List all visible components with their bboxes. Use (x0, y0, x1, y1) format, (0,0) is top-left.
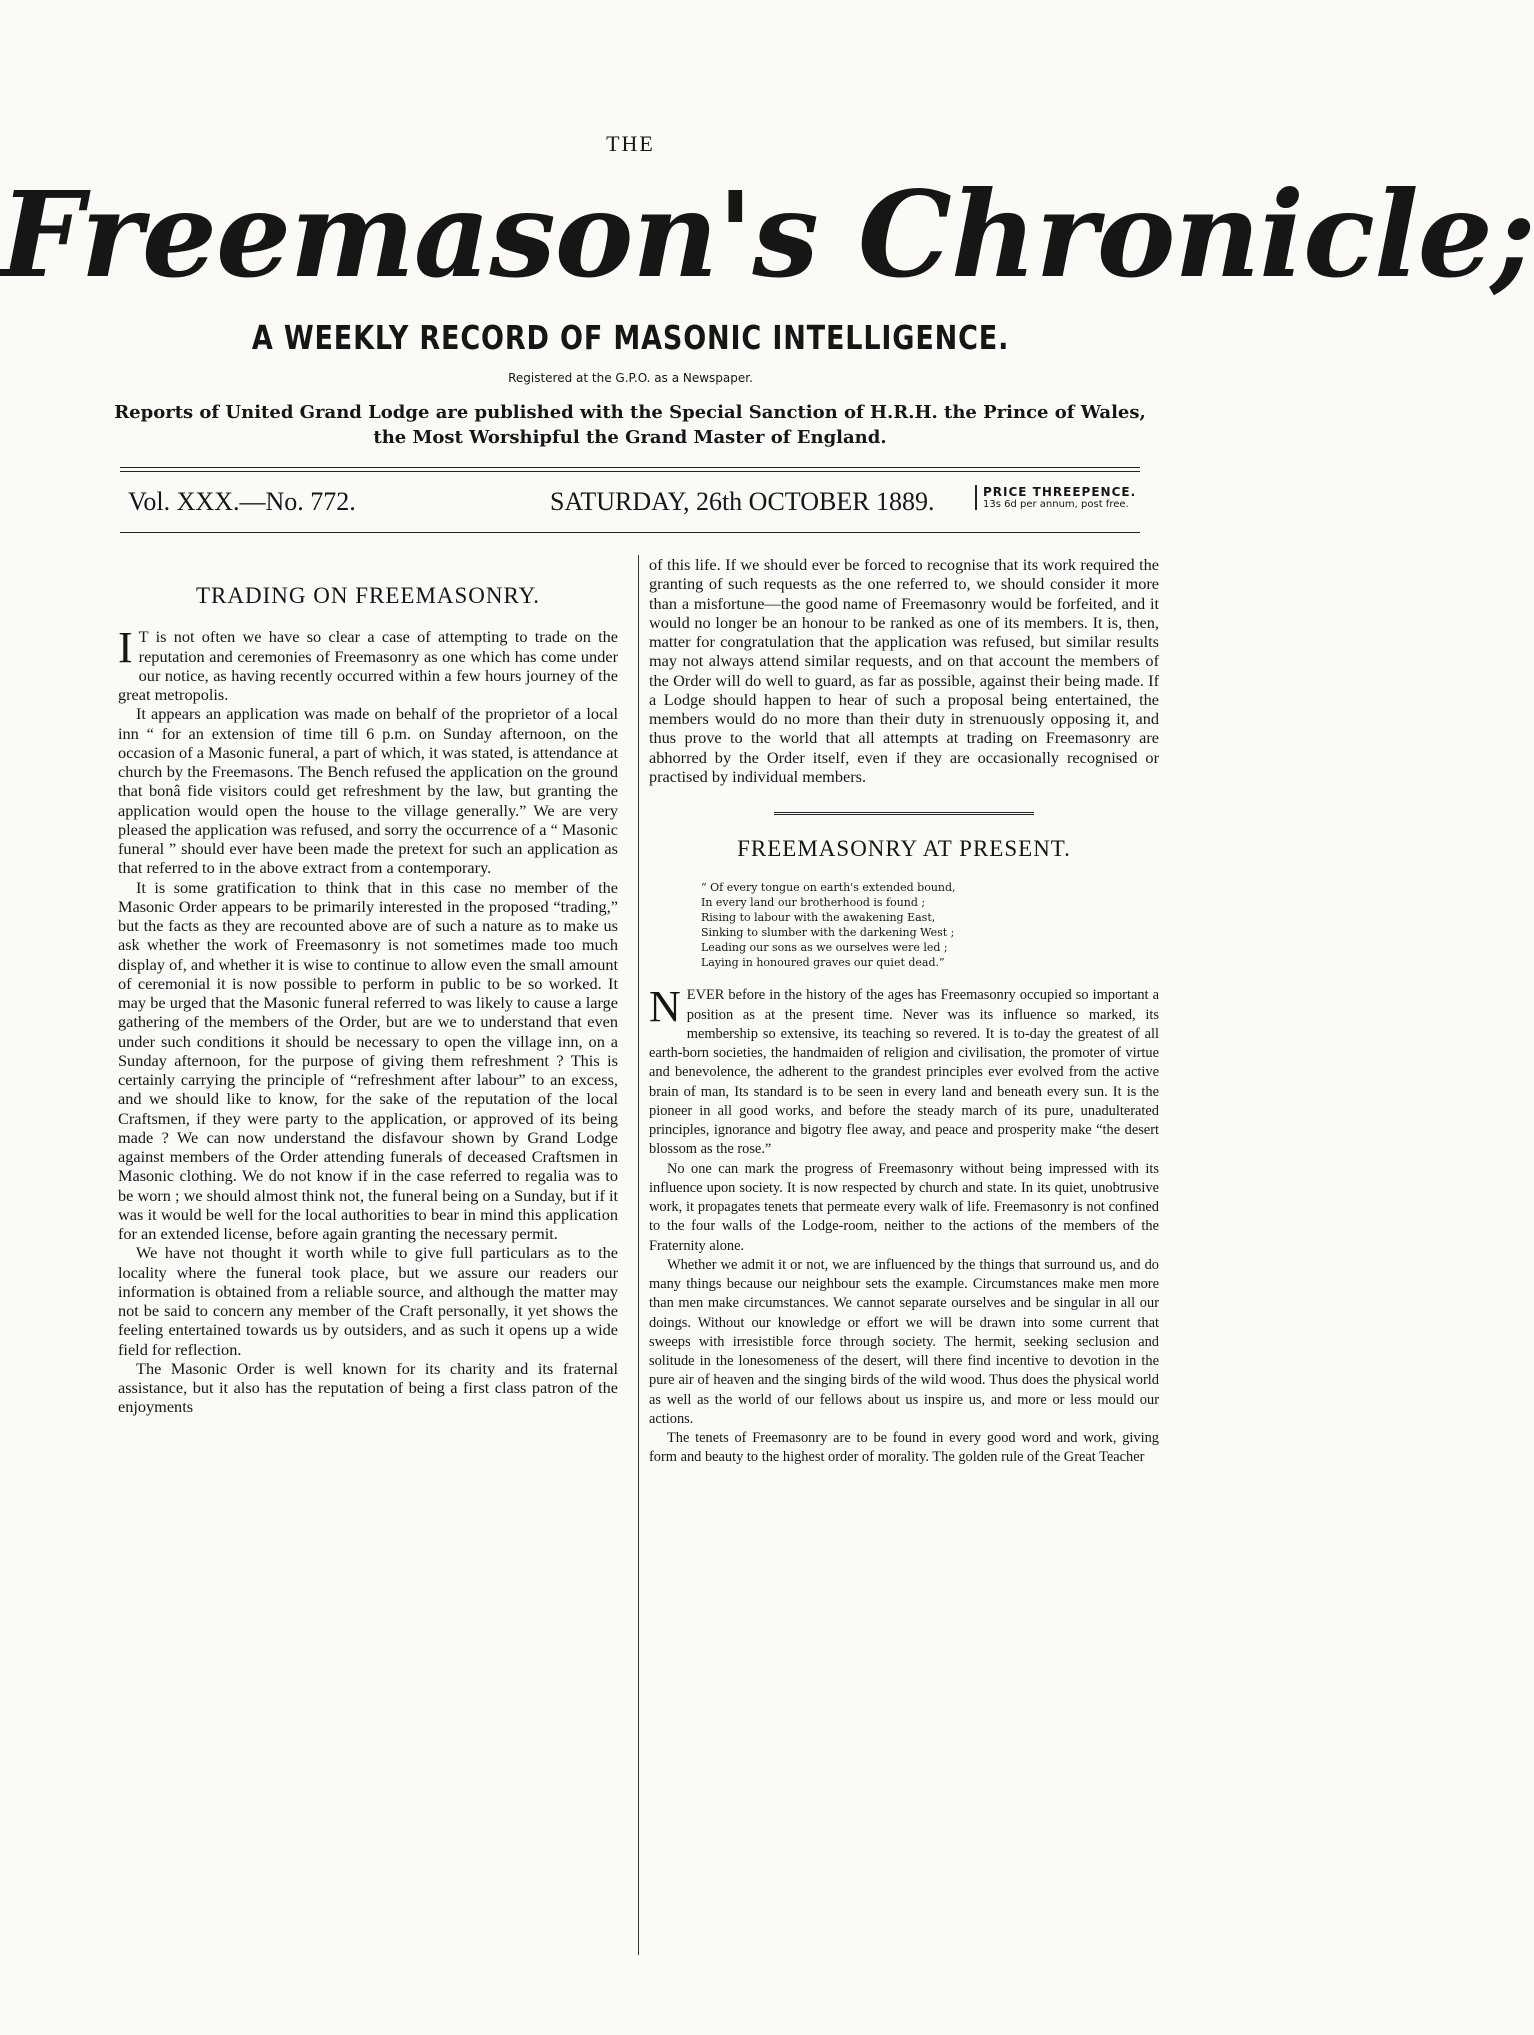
drop-cap: N (649, 982, 681, 1032)
left-column (118, 560, 618, 1417)
article-paragraph: It appears an application was made on behalf of the proprietor of a local inn “ for an extension of time till 6 p.m. on Sunday afternoon, on the occasion of a Masonic funeral, a part of which, it was stated, is attendance at church by the Freemasons. The Bench refused the application on the ground that bonâ fide visitors could get refreshment by the law, but granting the application would open the house to the village generally.” We are very pleased the application was refused, and sorry the occurrence of a “ Masonic funeral ” should ever have been made the pretext for such an application as that referred to in the above extract from a contemporary. (118, 704, 618, 878)
subscription: 13s 6d per annum, post free. (983, 499, 1129, 510)
issue-date: SATURDAY, 26th OCTOBER 1889. (550, 487, 935, 516)
sanction-line-1: Reports of United Grand Lodge are published with the Special Sanction of H.R.H. the Prince of Wales, (114, 402, 1146, 423)
header-rule-top (120, 467, 1140, 468)
article-paragraph: We have not thought it worth while to give full particulars as to the locality where the funeral took place, but we assure our readers our information is obtained from a reliable source, and although the matter may not be said to concern any member of the Craft personally, it yet shows the feeling entertained towards us by outsiders, and as such it opens up a wide field for reflection. (118, 1243, 618, 1359)
poem-line: Leading our sons as we ourselves were led ; (701, 941, 948, 955)
volume-number: Vol. XXX.—No. 772. (128, 487, 356, 516)
masthead-title: Freemason's Chronicle; (0, 165, 1534, 304)
article-title: FREEMASONRY AT PRESENT. (737, 836, 1071, 861)
article-paragraph (118, 623, 618, 704)
section-divider (774, 812, 1034, 815)
header-rule-bottom (120, 532, 1140, 533)
epigraph-poem (701, 880, 1159, 970)
article-paragraph: The Masonic Order is well known for its charity and its fraternal assistance, but it also has the reputation of being a first class patron of the enjoyments (118, 1358, 618, 1417)
masthead-subtitle: A WEEKLY RECORD OF MASONIC INTELLIGENCE. (251, 318, 1010, 357)
article-paragraph (649, 982, 1159, 1159)
masthead-the: THE (606, 131, 655, 156)
drop-cap: I (118, 623, 133, 673)
registered-note: Registered at the G.P.O. as a Newspaper. (508, 371, 753, 385)
article-title: TRADING ON FREEMASONRY. (196, 583, 540, 608)
paragraph-text: T is not often we have so clear a case of attempting to trade on the reputation and ceremonies of Freemasonry as one which has come under our notice, as having recently occurred within a few hours journey of the great metropolis. (118, 627, 618, 704)
poem-line: Sinking to slumber with the darkening West ; (701, 926, 955, 940)
article-paragraph: The tenets of Freemasonry are to be found in every good word and work, giving form and beauty to the highest order of morality. The golden rule of the Great Teacher (649, 1430, 1159, 1466)
article-paragraph: No one can mark the progress of Freemasonry without being impressed with its influence upon society. It is now respected by church and state. In its quiet, unobtrusive work, it propagates tenets that permeate every walk of life. Freemasonry is not confined to the four walls of the Lodge-room, neither to the actions of the members of the Fraternity alone. (649, 1160, 1159, 1254)
price-box (975, 485, 1136, 510)
poem-line: In every land our brotherhood is found ; (701, 896, 926, 910)
poem-line: Laying in honoured graves our quiet dead.” (701, 956, 945, 970)
poem-line: Rising to labour with the awakening East, (701, 911, 936, 925)
article-paragraph: It is some gratification to think that in this case no member of the Masonic Order appears to be primarily interested in the proposed “trading,” but the facts as they are recounted above are of such a nature as to make us ask whether the work of Freemasonry is not sometimes made too much display of, and whether it is wise to continue to allow even the small amount of ceremonial it is now possible to perform in public to be so worked. It may be urged that the Masonic funeral referred to was likely to cause a large gathering of the members of the Order, but are we to understand that even under such conditions it should be necessary to open the village inn, on a Sunday afternoon, for the purpose of giving them refreshment ? This is certainly carrying the principle of “refreshment after labour” to an excess, and we should like to know, for the sake of the reputation of the local Craftsmen, if they were party to the application, or approved of its being made ? We can now understand the disfavour shown by Grand Lodge against members of the Order attending funerals of deceased Craftsmen in Masonic clothing. We do not know if in the case referred to regalia was to be worn ; we should almost think not, the funeral being on a Sunday, but if it was it would be well for the local authorities to bear in mind this application for an extended license, before again granting the necessary permit. (118, 877, 618, 1243)
royal-sanction (80, 400, 1180, 450)
price: PRICE THREEPENCE. (983, 485, 1137, 499)
poem-line: “ Of every tongue on earth's extended bound, (701, 881, 956, 895)
issue-line (120, 483, 1140, 523)
paragraph-text: EVER before in the history of the ages has Freemasonry occupied so important a position as at the present time. Never was its influence so marked, its membership so extensive, its teaching so revered. It is to-day the greatest of all earth-born societies, the handmaiden of religion and civilisation, the promoter of virtue and benevolence, the adherent to the grandest principles ever evolved from the active brain of man, Its standard is to be seen in every land and beneath every sun. It is the pioneer in all good works, and before the steady march of its pure, unadulterated principles, ignorance and bigotry flee away, and peace and prosperity make “the desert blossom as the rose.” (649, 987, 1159, 1158)
header-rule-top-2 (120, 471, 1140, 472)
sanction-line-2: the Most Worshipful the Grand Master of England. (373, 427, 887, 448)
right-column (638, 555, 1159, 1955)
article-paragraph: Whether we admit it or not, we are influenced by the things that surround us, and do many things because our neighbour sets the example. Circumstances make men more than men make circumstances. We cannot separate ourselves and be singular in all our doings. Without our knowledge or effort we will be drawn into some current that sweeps with irresistible force through society. The hermit, seeking seclusion and solitude in the lonesomeness of the desert, will there find incentive to devotion in the pure air of heaven and the singing birds of the wild wood. Thus does the physical world as well as the world of our fellows about us inspire us, and more or less mould our actions. (649, 1256, 1159, 1427)
article-paragraph-continued: of this life. If we should ever be forced to recognise that its work required the granting of such requests as the one referred to, we should consider it more than a misfortune—the good name of Freemasonry would be forfeited, and it would no longer be an honour to be ranked as one of its members. It is, then, matter for congratulation that the application was refused, but similar results may not always attend similar requests, and on that account the members of the Order will do well to guard, as far as possible, against their being made. If a Lodge should happen to hear of such a proposal being entertained, the members would do no more than their duty in strenuously opposing it, and thus prove to the world that all attempts at trading on Freemasonry are abhorred by the Order itself, even if they are occasionally recognised or practised by individual members. (649, 555, 1159, 786)
